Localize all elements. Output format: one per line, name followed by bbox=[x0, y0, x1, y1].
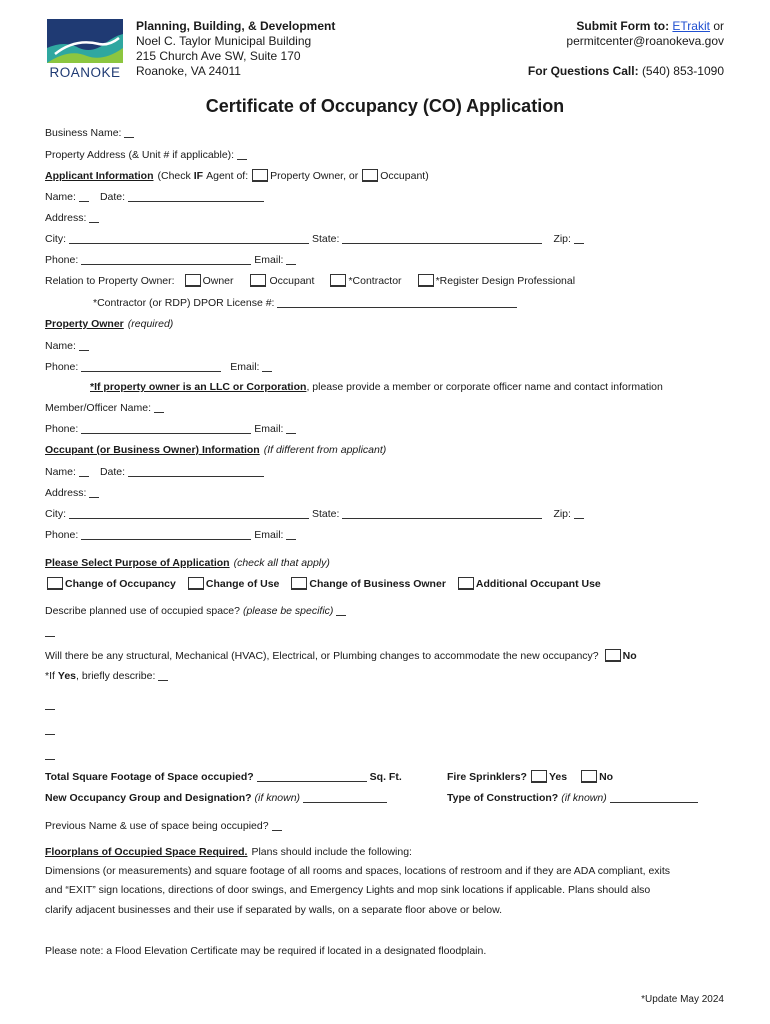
owner-phone-row bbox=[45, 359, 650, 373]
changes-no-label: No bbox=[622, 650, 637, 662]
submit-or: or bbox=[713, 19, 724, 33]
purpose-heading-row bbox=[45, 555, 724, 569]
occupant-date-input[interactable] bbox=[128, 466, 264, 477]
occ-group-label: New Occupancy Group and Designation? bbox=[45, 792, 252, 804]
if-yes-post: , briefly describe: bbox=[76, 670, 156, 682]
floorplans-heading-row bbox=[45, 844, 724, 858]
owner-llc-note bbox=[90, 379, 724, 393]
occupant-state-input[interactable] bbox=[342, 508, 542, 519]
sprinklers-label: Fire Sprinklers? bbox=[447, 771, 527, 783]
occupant-email-input[interactable] bbox=[286, 529, 296, 540]
owner-email-label: Email: bbox=[230, 361, 260, 373]
member-phone-row bbox=[45, 421, 724, 435]
occupant-heading-row bbox=[45, 442, 724, 456]
applicant-email-label: Email: bbox=[254, 254, 284, 266]
applicant-heading: Applicant Information bbox=[45, 170, 154, 182]
member-email-input[interactable] bbox=[286, 423, 296, 434]
applicant-email-input[interactable] bbox=[286, 254, 296, 265]
occupant-phone-label: Phone: bbox=[45, 529, 79, 541]
address-line-3: Roanoke, VA 24011 bbox=[136, 64, 241, 78]
if-yes-bold: Yes bbox=[57, 670, 77, 682]
owner-email-input[interactable] bbox=[262, 361, 272, 372]
address-line-1: Noel C. Taylor Municipal Building bbox=[136, 34, 312, 48]
applicant-zip-label: Zip: bbox=[553, 233, 571, 245]
relation-owner-checkbox[interactable] bbox=[185, 274, 201, 287]
occupant-name-input[interactable] bbox=[79, 466, 89, 477]
relation-rdp-label: *Register Design Professional bbox=[435, 275, 576, 287]
change-use-label: Change of Use bbox=[205, 578, 280, 590]
applicant-if: IF bbox=[193, 170, 204, 182]
submit-email: permitcenter@roanokeva.gov bbox=[566, 34, 724, 48]
changes-input-2[interactable] bbox=[45, 699, 55, 710]
floorplans-line-1: Dimensions (or measurements) and square footage of all rooms and spaces, locations of restroom and if they are ADA compliant, exits bbox=[45, 865, 671, 877]
sprinklers-yes-label: Yes bbox=[548, 771, 568, 783]
purpose-note: (check all that apply) bbox=[233, 557, 330, 569]
construction-if-known: (if known) bbox=[561, 792, 607, 804]
relation-occupant-label: Occupant bbox=[269, 275, 315, 287]
applicant-name-row bbox=[45, 189, 724, 203]
sprinklers-row bbox=[447, 769, 613, 783]
occupant-address-label: Address: bbox=[45, 487, 87, 499]
dept-title: Planning, Building, & Development bbox=[136, 19, 336, 33]
license-label: *Contractor (or RDP) DPOR License #: bbox=[93, 297, 275, 309]
submit-label: Submit Form to: bbox=[576, 19, 670, 33]
sqft-label: Total Square Footage of Space occupied? bbox=[45, 771, 254, 783]
occupant-phone-row bbox=[45, 527, 724, 541]
questions-phone: (540) 853-1090 bbox=[641, 64, 724, 78]
applicant-name-label: Name: bbox=[45, 191, 76, 203]
changes-row bbox=[45, 648, 724, 662]
previous-label: Previous Name & use of space being occupied? bbox=[45, 820, 269, 832]
agent-property-owner-label: Property Owner, or bbox=[270, 170, 359, 182]
floorplans-line-3: clarify adjacent businesses and their use if separated by walls, on a separate floor above or below. bbox=[45, 904, 503, 916]
agent-property-owner-checkbox[interactable] bbox=[252, 169, 268, 182]
occ-group-if-known: (if known) bbox=[254, 792, 301, 804]
applicant-city-row bbox=[45, 231, 724, 245]
occupant-zip-label: Zip: bbox=[553, 508, 571, 520]
purpose-options-row bbox=[45, 576, 724, 590]
owner-llc-note-bold: *If property owner is an LLC or Corporation bbox=[90, 381, 307, 393]
sqft-input[interactable] bbox=[257, 771, 367, 782]
license-input[interactable] bbox=[277, 297, 517, 308]
owner-required: (required) bbox=[127, 318, 174, 330]
occupant-name-row bbox=[45, 464, 724, 478]
if-yes-input[interactable] bbox=[158, 670, 168, 681]
construction-input[interactable] bbox=[610, 792, 698, 803]
occupant-city-input[interactable] bbox=[69, 508, 309, 519]
applicant-date-label: Date: bbox=[99, 191, 126, 203]
relation-contractor-label: *Contractor bbox=[348, 275, 402, 287]
property-address-row bbox=[45, 147, 724, 161]
owner-heading-row bbox=[45, 316, 724, 330]
changes-question: Will there be any structural, Mechanical (HVAC), Electrical, or Plumbing changes to accommodate the new occupancy? bbox=[45, 650, 599, 662]
occupant-heading: Occupant (or Business Owner) Information bbox=[45, 444, 260, 456]
applicant-address-input[interactable] bbox=[89, 212, 99, 223]
business-name-label: Business Name: bbox=[45, 127, 122, 139]
additional-occupant-checkbox[interactable] bbox=[458, 577, 474, 590]
relation-rdp-checkbox[interactable] bbox=[418, 274, 434, 287]
change-use-checkbox[interactable] bbox=[188, 577, 204, 590]
changes-input-4[interactable] bbox=[45, 749, 55, 760]
describe-input[interactable] bbox=[336, 605, 346, 616]
occupant-name-label: Name: bbox=[45, 466, 76, 478]
update-footer: *Update May 2024 bbox=[641, 994, 724, 1005]
occupant-city-label: City: bbox=[45, 508, 66, 520]
change-business-owner-label: Change of Business Owner bbox=[309, 578, 446, 590]
applicant-agent-of: Agent of: bbox=[206, 170, 249, 182]
applicant-date-input[interactable] bbox=[128, 191, 264, 202]
applicant-phone-input[interactable] bbox=[81, 254, 251, 265]
sprinklers-yes-checkbox[interactable] bbox=[531, 770, 547, 783]
agent-occupant-label: Occupant) bbox=[380, 170, 429, 182]
flood-note: Please note: a Flood Elevation Certificate may be required if located in a designated floodplain. bbox=[45, 945, 487, 957]
purpose-heading: Please Select Purpose of Application bbox=[45, 557, 230, 569]
occ-group-input[interactable] bbox=[303, 792, 387, 803]
sprinklers-no-label: No bbox=[599, 771, 614, 783]
agent-occupant-checkbox[interactable] bbox=[362, 169, 378, 182]
relation-row bbox=[45, 273, 724, 287]
owner-name-input[interactable] bbox=[79, 340, 89, 351]
relation-contractor-checkbox[interactable] bbox=[330, 274, 346, 287]
page-title: Certificate of Occupancy (CO) Application bbox=[205, 96, 565, 116]
owner-phone-input[interactable] bbox=[81, 361, 221, 372]
sqft-row bbox=[45, 769, 402, 783]
occupant-note: (If different from applicant) bbox=[263, 444, 387, 456]
address-line-2: 215 Church Ave SW, Suite 170 bbox=[136, 49, 301, 63]
business-name-input[interactable] bbox=[124, 127, 134, 138]
describe-label: Describe planned use of occupied space? bbox=[45, 605, 240, 617]
applicant-address-row bbox=[45, 210, 724, 224]
relation-owner-label: Owner bbox=[202, 275, 234, 287]
previous-input[interactable] bbox=[272, 820, 282, 831]
license-row bbox=[93, 295, 724, 309]
applicant-state-label: State: bbox=[312, 233, 340, 245]
property-address-label: Property Address (& Unit # if applicable): bbox=[45, 149, 235, 161]
if-yes-row bbox=[45, 668, 724, 682]
sqft-unit: Sq. Ft. bbox=[369, 771, 402, 783]
occupant-email-label: Email: bbox=[254, 529, 284, 541]
describe-note: (please be specific) bbox=[242, 605, 334, 617]
member-label: Member/Officer Name: bbox=[45, 402, 151, 414]
describe-input-2[interactable] bbox=[45, 626, 55, 637]
floorplans-heading: Floorplans of Occupied Space Required. bbox=[45, 846, 248, 858]
member-phone-label: Phone: bbox=[45, 423, 79, 435]
owner-name-row bbox=[45, 338, 650, 352]
floorplans-intro: Plans should include the following: bbox=[251, 846, 412, 858]
changes-input-3[interactable] bbox=[45, 724, 55, 735]
changes-line-4 bbox=[45, 747, 724, 761]
applicant-state-input[interactable] bbox=[342, 233, 542, 244]
changes-line-3 bbox=[45, 722, 724, 736]
change-business-owner-checkbox[interactable] bbox=[291, 577, 307, 590]
relation-label: Relation to Property Owner: bbox=[45, 275, 175, 287]
occupant-state-label: State: bbox=[312, 508, 340, 520]
applicant-phone-row bbox=[45, 252, 724, 266]
construction-row bbox=[447, 790, 701, 804]
property-address-input[interactable] bbox=[237, 149, 247, 160]
logo-text: ROANOKE bbox=[49, 65, 121, 80]
applicant-address-label: Address: bbox=[45, 212, 87, 224]
change-occupancy-checkbox[interactable] bbox=[47, 577, 63, 590]
describe-row bbox=[45, 603, 724, 617]
occupant-address-row bbox=[45, 485, 724, 499]
occupant-phone-input[interactable] bbox=[81, 529, 251, 540]
occupant-city-row bbox=[45, 506, 724, 520]
business-name-row bbox=[45, 125, 724, 139]
previous-row bbox=[45, 818, 728, 832]
etrakit-link[interactable]: ETrakit bbox=[672, 19, 710, 33]
submit-line bbox=[576, 19, 724, 34]
member-row bbox=[45, 400, 724, 414]
occupant-date-label: Date: bbox=[99, 466, 126, 478]
sprinklers-no-checkbox[interactable] bbox=[581, 770, 597, 783]
owner-name-label: Name: bbox=[45, 340, 76, 352]
questions-line bbox=[528, 64, 724, 79]
logo-mark-icon bbox=[45, 18, 125, 80]
roanoke-logo bbox=[45, 18, 125, 80]
questions-label: For Questions Call: bbox=[527, 64, 639, 78]
applicant-city-input[interactable] bbox=[69, 233, 309, 244]
occupant-zip-input[interactable] bbox=[574, 508, 584, 519]
applicant-phone-label: Phone: bbox=[45, 254, 79, 266]
applicant-zip-input[interactable] bbox=[574, 233, 584, 244]
change-occupancy-label: Change of Occupancy bbox=[65, 578, 176, 590]
owner-llc-note-rest: , please provide a member or corporate officer name and contact information bbox=[306, 381, 663, 393]
applicant-name-input[interactable] bbox=[79, 191, 89, 202]
occ-group-row bbox=[45, 790, 390, 804]
applicant-heading-row bbox=[45, 168, 724, 182]
construction-label: Type of Construction? bbox=[447, 792, 559, 804]
relation-occupant-checkbox[interactable] bbox=[250, 274, 266, 287]
changes-no-checkbox[interactable] bbox=[605, 649, 621, 662]
member-phone-input[interactable] bbox=[81, 423, 251, 434]
owner-phone-label: Phone: bbox=[45, 361, 79, 373]
occupant-address-input[interactable] bbox=[89, 487, 99, 498]
member-email-label: Email: bbox=[254, 423, 284, 435]
member-input[interactable] bbox=[154, 402, 164, 413]
additional-occupant-label: Additional Occupant Use bbox=[475, 578, 601, 590]
floorplans-line-2: and “EXIT” sign locations, directions of door swings, and Emergency Lights and mop sink locations if applicable. Plans should also bbox=[45, 884, 651, 896]
if-yes-pre: *If bbox=[45, 670, 55, 682]
applicant-check-text: (Check bbox=[157, 170, 191, 182]
describe-row-2 bbox=[45, 624, 724, 638]
owner-heading: Property Owner bbox=[45, 318, 124, 330]
changes-line-2 bbox=[45, 697, 724, 711]
applicant-city-label: City: bbox=[45, 233, 66, 245]
